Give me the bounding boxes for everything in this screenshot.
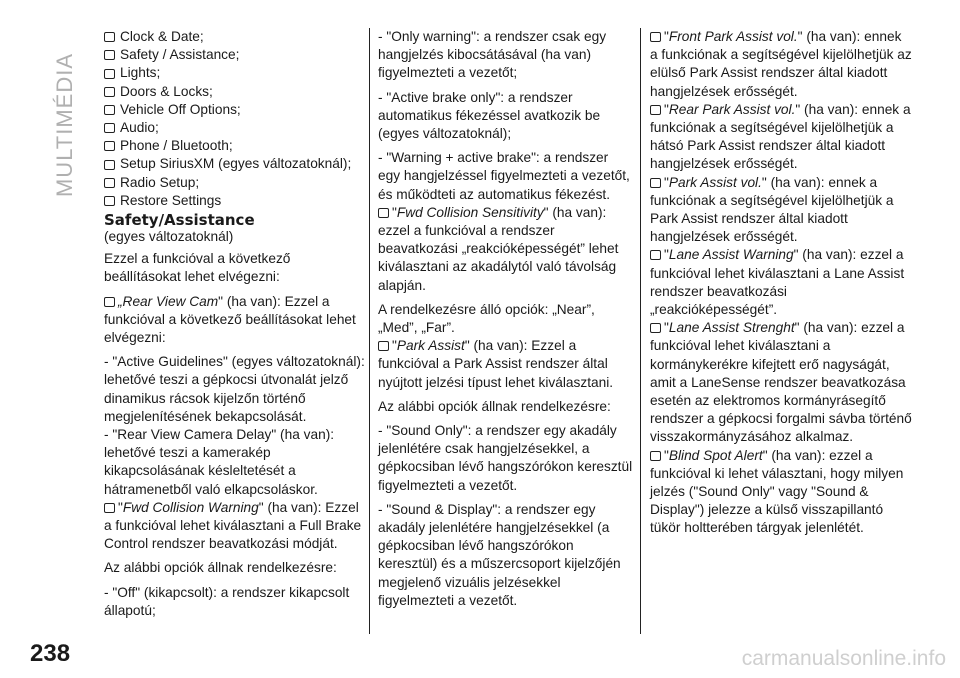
checkbox-icon bbox=[104, 69, 115, 79]
checkbox-icon bbox=[650, 32, 661, 42]
front-park-assist-vol-entry: "Front Park Assist vol." (ha van): ennek a funkciónak a segítségével kijelölhetjük az elülső Park Assist rendszer által kiadott hangjelzések erősségét. bbox=[650, 29, 912, 99]
rear-park-assist-vol-name: Rear Park Assist vol. bbox=[668, 101, 796, 117]
sound-only-text: - "Sound Only": a rendszer egy akadály jelenlétére csak hangjelzésekkel, a gépkocsiban lévő hangszórókon keresztül figyelmezteti a vezetőt. bbox=[378, 423, 633, 493]
options-intro: Az alábbi opciók állnak rendelkezésre: bbox=[104, 560, 337, 576]
column-divider-1 bbox=[369, 28, 370, 634]
menu-item-radio-setup: Radio Setup; bbox=[104, 174, 366, 192]
lane-assist-warning-name: Lane Assist Warning bbox=[668, 247, 794, 263]
section-heading: Safety/Assistance bbox=[104, 211, 255, 230]
active-guidelines-text: - "Active Guidelines" (egyes változatoknál): lehetővé teszi a gépkocsi útvonalát jelző dinamikus rácsok kijelzőn történő megjelenítésének bekapcsolását. bbox=[104, 354, 365, 424]
checkbox-icon bbox=[650, 323, 661, 333]
section-side-tab bbox=[30, 30, 100, 198]
section-heading-note: (egyes változatoknál) bbox=[104, 229, 234, 245]
warning-active-brake-text: - "Warning + active brake": a rendszer egy hangjelzéssel figyelmezteti a vezetőt, és működteti az automatikus fékezést. bbox=[378, 150, 630, 202]
lane-assist-warning-entry: "Lane Assist Warning" (ha van): ezzel a funkcióval lehet kiválasztani a Lane Assist rendszer beavatkozási „reakcióképességét”. bbox=[650, 247, 905, 318]
column-divider-2 bbox=[640, 28, 641, 634]
camera-delay-text: - "Rear View Camera Delay" (ha van): lehetővé teszi a kamerakép kikapcsolásának késleltetését a hátramenetből való elkapcsoláskor. bbox=[104, 427, 335, 497]
checkbox-icon bbox=[650, 178, 661, 188]
checkbox-icon bbox=[104, 123, 115, 133]
checkbox-icon bbox=[104, 32, 115, 42]
lane-assist-strength-name: Lane Assist Strenght bbox=[668, 320, 795, 336]
menu-item-clock-date: Clock & Date; bbox=[104, 28, 366, 46]
checkbox-icon bbox=[104, 503, 115, 513]
column-1 bbox=[104, 28, 366, 626]
settings-options-text: A rendelkezésre álló opciók: „Near”, „Med”, „Far”. bbox=[378, 301, 595, 336]
checkbox-icon bbox=[650, 250, 661, 260]
checkbox-icon bbox=[378, 341, 389, 351]
rear-view-cam-entry: „Rear View Cam" (ha van): Ezzel a funkcióval a következő beállításokat lehet elvégezni: bbox=[104, 293, 356, 346]
park-assist-vol-entry: "Park Assist vol." (ha van): ennek a funkciónak a segítségével kijelölhetjük a Park Assist rendszer által kiadott hangjelzések erősségét. bbox=[650, 174, 894, 245]
column-3 bbox=[650, 28, 912, 538]
menu-item-doors-locks: Doors & Locks; bbox=[104, 83, 366, 101]
checkbox-icon bbox=[104, 196, 115, 206]
checkbox-icon bbox=[104, 141, 115, 151]
only-warning-text: - "Only warning": a rendszer csak egy hangjelzés kibocsátásával (ha van) figyelmezteti a vezetőt; bbox=[378, 29, 607, 81]
checkbox-icon bbox=[104, 160, 115, 170]
off-option-text: - "Off" (kikapcsolt): a rendszer kikapcsolt állapotú; bbox=[104, 584, 350, 618]
rear-park-assist-vol-entry: "Rear Park Assist vol." (ha van): ennek a funkciónak a segítségével kijelölhetjük a hátsó Park Assist rendszer által kiadott hangjelzések erősségét. bbox=[650, 101, 911, 172]
checkbox-icon bbox=[378, 208, 389, 218]
park-assist-name: Park Assist bbox=[396, 338, 465, 354]
fwd-collision-sensitivity-name: Fwd Collision Sensitivity bbox=[396, 204, 544, 220]
menu-item-lights: Lights; bbox=[104, 64, 366, 82]
intro-paragraph: Ezzel a funkcióval a következő beállításokat lehet elvégezni: bbox=[104, 251, 291, 285]
menu-item-audio: Audio; bbox=[104, 119, 366, 137]
menu-item-phone-bluetooth: Phone / Bluetooth; bbox=[104, 137, 366, 155]
page-number: 238 bbox=[30, 640, 71, 667]
fwd-collision-sensitivity-entry: "Fwd Collision Sensitivity" (ha van): ezzel a funkcióval a rendszer beavatkozási „reakcióképességét” lehet kiválasztani az akadálytól való távolság alapján. bbox=[378, 204, 619, 293]
checkbox-icon bbox=[650, 451, 661, 461]
menu-list bbox=[104, 28, 366, 210]
park-assist-vol-name: Park Assist vol. bbox=[668, 174, 762, 190]
section-label: MULTIMÉDIA bbox=[52, 52, 77, 198]
park-assist-entry: "Park Assist" (ha van): Ezzel a funkcióval a Park Assist rendszer által nyújtott jelzési típust lehet kiválasztani. bbox=[378, 338, 614, 390]
checkbox-icon bbox=[650, 105, 661, 115]
options-intro-2: Az alábbi opciók állnak rendelkezésre: bbox=[378, 398, 611, 414]
checkbox-icon bbox=[104, 87, 115, 97]
active-brake-text: - "Active brake only": a rendszer automatikus fékezéssel avatkozik be (egyes változatoknál); bbox=[378, 89, 601, 142]
rear-view-cam-name: „Rear View Cam bbox=[118, 293, 219, 309]
menu-item-vehicle-off: Vehicle Off Options; bbox=[104, 101, 366, 119]
watermark-text: carmanualsonline.info bbox=[741, 647, 946, 670]
checkbox-icon bbox=[104, 297, 115, 307]
fwd-collision-warning-entry: "Fwd Collision Warning" (ha van): Ezzel a funkcióval lehet kiválasztani a Full Brake Control rendszer beavatkozási módját. bbox=[104, 499, 362, 552]
blind-spot-alert-name: Blind Spot Alert bbox=[668, 447, 763, 463]
menu-item-siriusxm: Setup SiriusXM (egyes változatoknál); bbox=[104, 155, 366, 173]
lane-assist-strength-entry: "Lane Assist Strenght" (ha van): ezzel a funkcióval lehet kiválasztani a kormánykerékre kifejtett erő nagyságát, amit a LaneSense rendszer beavatkozása esetén az elektromos kormányrásegítő rendszer a gépkocsi forgalmi sávba történő visszakormányzásához alkalmaz. bbox=[650, 320, 912, 445]
sound-display-text: - "Sound & Display": a rendszer egy akadály jelenlétére hangjelzésekkel (a gépkocsiban lévő hangszórókon keresztül) és a műszercsoport kijelzőjén megjelenő vizuális jelzésekkel figyelmezteti a vezetőt. bbox=[378, 501, 621, 608]
column-2 bbox=[378, 28, 634, 616]
menu-item-safety-assistance: Safety / Assistance; bbox=[104, 46, 366, 64]
fwd-collision-warning-name: Fwd Collision Warning bbox=[122, 499, 259, 515]
front-park-assist-vol-name: Front Park Assist vol. bbox=[668, 29, 798, 44]
checkbox-icon bbox=[104, 105, 115, 115]
blind-spot-alert-entry: "Blind Spot Alert" (ha van): ezzel a funkcióval ki lehet választani, hogy milyen jelzés ("Sound Only" vagy "Sound & Display") jelezze a külső visszapillantó tükör holtterében tárgyak jelenlétét. bbox=[650, 447, 904, 536]
checkbox-icon bbox=[104, 178, 115, 188]
checkbox-icon bbox=[104, 50, 115, 60]
menu-item-restore-settings: Restore Settings bbox=[104, 192, 366, 210]
